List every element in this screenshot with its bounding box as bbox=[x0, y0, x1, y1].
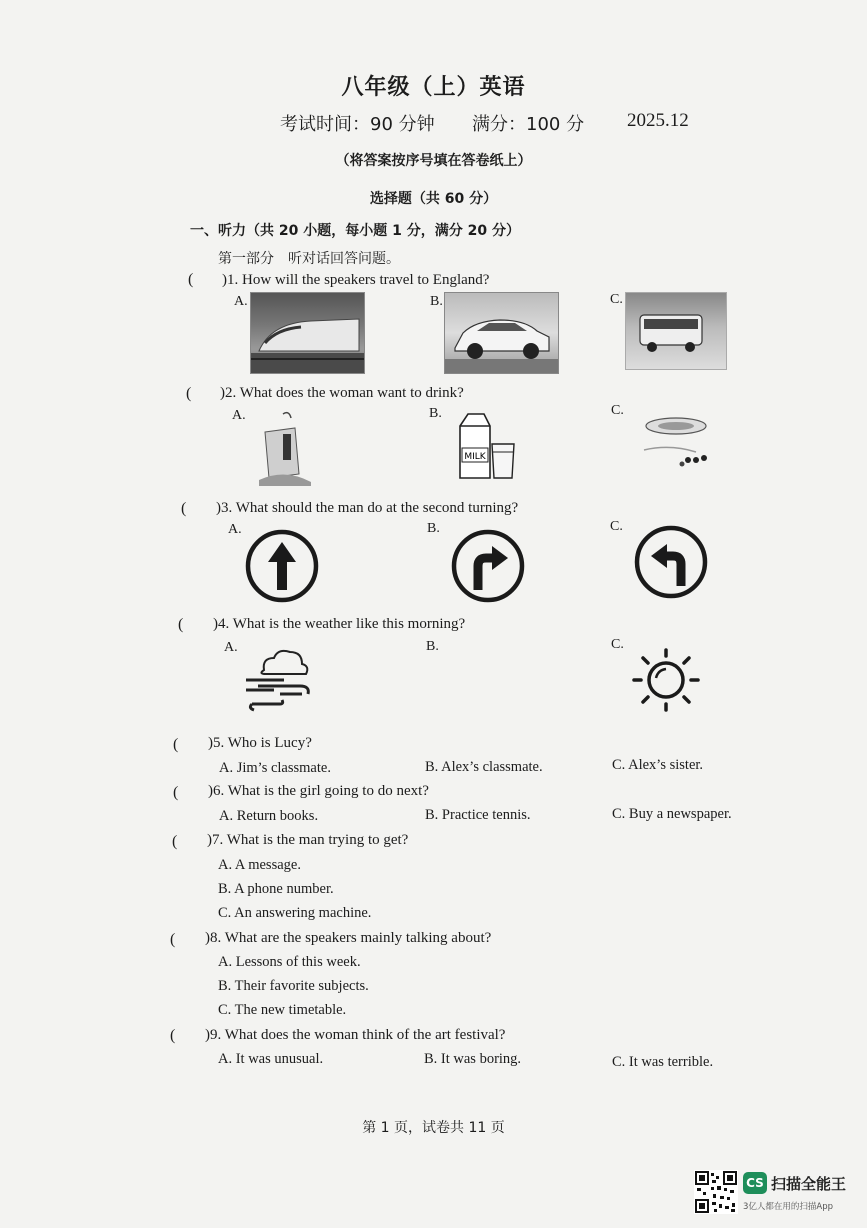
option-c: C. Alex’s sister. bbox=[612, 757, 704, 773]
option-label: B. bbox=[426, 639, 439, 654]
question-6: )6. What is the girl going to do next? bbox=[208, 783, 429, 799]
scanner-logo: CS bbox=[743, 1172, 767, 1194]
question-4: )4. What is the weather like this morning? bbox=[213, 616, 466, 632]
option-label: B. bbox=[427, 521, 440, 536]
option-label: A. bbox=[232, 408, 246, 423]
answer-paren: ( bbox=[172, 833, 178, 850]
question-2: )2. What does the woman want to drink? bbox=[220, 385, 464, 401]
train-icon bbox=[250, 292, 365, 374]
option-a: A. Lessons of this week. bbox=[218, 954, 361, 970]
listening-sub-title: 第一部分 听对话回答问题。 bbox=[218, 251, 400, 267]
option-b: B. Their favorite subjects. bbox=[218, 978, 369, 994]
juice-icon bbox=[255, 408, 315, 486]
question-1: )1. How will the speakers travel to England? bbox=[222, 272, 490, 288]
full-score: 满分：100 分 bbox=[472, 114, 585, 135]
option-b: B. Alex’s classmate. bbox=[425, 759, 543, 775]
option-label: A. bbox=[228, 522, 242, 537]
page-footer: 第 1 页，试卷共 11 页 bbox=[362, 1120, 505, 1136]
bus-icon bbox=[625, 292, 727, 370]
option-label: C. bbox=[611, 403, 624, 418]
answer-paren: ( bbox=[186, 385, 192, 402]
milk-label: MILK bbox=[464, 452, 486, 462]
option-c: C. Buy a newspaper. bbox=[612, 806, 732, 822]
option-c: C. The new timetable. bbox=[218, 1002, 347, 1018]
left-turn-icon bbox=[633, 524, 709, 600]
answer-note: （将答案按序号填在答卷纸上） bbox=[335, 153, 532, 169]
straight-arrow-icon bbox=[244, 528, 320, 604]
option-b: B. A phone number. bbox=[218, 881, 334, 897]
answer-paren: ( bbox=[170, 931, 176, 948]
car-icon bbox=[444, 292, 559, 374]
tea-icon bbox=[640, 414, 720, 474]
exam-date: 2025.12 bbox=[627, 110, 689, 131]
question-3: )3. What should the man do at the second turning? bbox=[216, 500, 519, 516]
answer-paren: ( bbox=[178, 616, 184, 633]
option-label: C. bbox=[610, 292, 623, 307]
answer-paren: ( bbox=[170, 1027, 176, 1044]
question-9: )9. What does the woman think of the art festival? bbox=[205, 1027, 506, 1043]
option-label: B. bbox=[430, 294, 443, 309]
right-turn-icon bbox=[450, 528, 526, 604]
question-5: )5. Who is Lucy? bbox=[208, 735, 312, 751]
answer-paren: ( bbox=[173, 784, 179, 801]
windy-icon bbox=[244, 644, 316, 712]
question-7: )7. What is the man trying to get? bbox=[207, 832, 409, 848]
option-label: C. bbox=[610, 519, 623, 534]
section-title: 选择题（共 60 分） bbox=[369, 191, 498, 207]
option-a: A. A message. bbox=[218, 857, 301, 873]
exam-title: 八年级（上）英语 bbox=[341, 75, 526, 100]
option-a: A. It was unusual. bbox=[218, 1051, 324, 1067]
exam-time: 考试时间：90 分钟 bbox=[280, 114, 435, 135]
milk-icon bbox=[454, 412, 518, 482]
option-label: C. bbox=[611, 637, 624, 652]
question-8: )8. What are the speakers mainly talking about? bbox=[205, 930, 492, 946]
option-label: A. bbox=[224, 640, 238, 655]
qr-code-icon bbox=[694, 1170, 738, 1214]
option-label: B. bbox=[429, 406, 442, 421]
answer-paren: ( bbox=[173, 736, 179, 753]
option-c: C. An answering machine. bbox=[218, 905, 372, 921]
listening-part-title: 一、听力（共 20 小题，每小题 1 分，满分 20 分） bbox=[190, 223, 520, 239]
sunny-icon bbox=[630, 646, 702, 714]
scanner-tagline: 3亿人都在用的扫描App bbox=[743, 1202, 834, 1212]
option-a: A. Return books. bbox=[219, 808, 319, 824]
option-label: A. bbox=[234, 294, 248, 309]
option-c: C. It was terrible. bbox=[612, 1054, 714, 1070]
scanner-app-name: 扫描全能王 bbox=[771, 1175, 847, 1193]
option-b: B. Practice tennis. bbox=[425, 807, 531, 823]
option-b: B. It was boring. bbox=[424, 1051, 522, 1067]
option-a: A. Jim’s classmate. bbox=[219, 760, 331, 776]
answer-paren: ( bbox=[188, 271, 194, 288]
answer-paren: ( bbox=[181, 500, 187, 517]
